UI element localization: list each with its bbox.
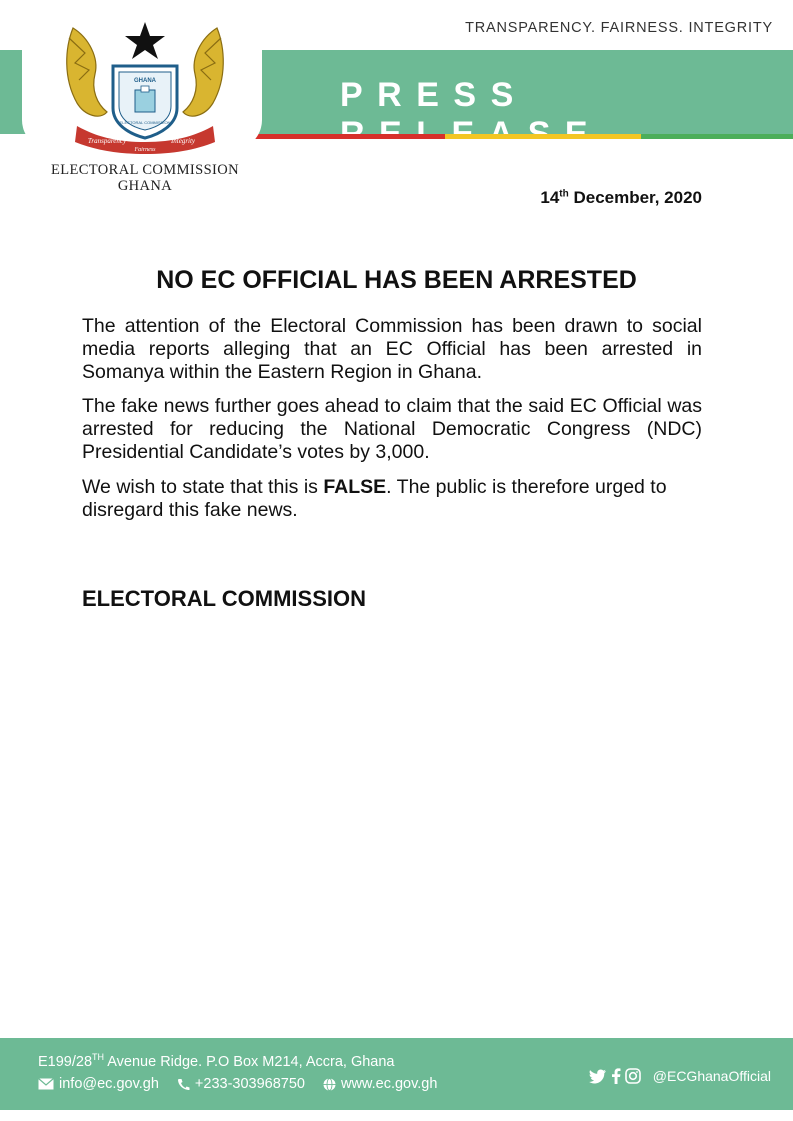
black-star-icon <box>125 22 165 59</box>
svg-text:GHANA: GHANA <box>134 78 156 84</box>
envelope-icon <box>38 1078 54 1090</box>
stripe-green <box>641 134 793 139</box>
address-street: Avenue Ridge. P.O Box M214, Accra, Ghana <box>104 1054 395 1070</box>
footer-social <box>589 1068 771 1084</box>
website-link[interactable]: www.ec.gov.gh <box>340 1076 438 1092</box>
tagline: TRANSPARENCY. FAIRNESS. INTEGRITY <box>465 20 773 36</box>
instagram-icon[interactable] <box>625 1068 641 1084</box>
org-name-line2: GHANA <box>117 178 173 194</box>
address-number: E199/28 <box>38 1054 93 1070</box>
paragraph-3 <box>82 476 702 522</box>
footer-website[interactable] <box>323 1076 437 1092</box>
footer-email[interactable] <box>38 1076 159 1092</box>
false-emphasis: FALSE <box>323 475 387 498</box>
date-day: 14 <box>540 188 560 207</box>
svg-text:Transparency: Transparency <box>87 137 127 145</box>
stripe-yellow <box>445 134 641 139</box>
footer-address <box>38 1054 394 1070</box>
svg-text:Integrity: Integrity <box>170 137 196 145</box>
date-month-year: December, 2020 <box>568 188 702 207</box>
social-handle[interactable]: @ECGhanaOfficial <box>652 1068 771 1084</box>
footer-phone[interactable] <box>177 1076 305 1092</box>
paragraph-3-rest: . The public is therefore urged to disregard this fake news. <box>82 475 667 521</box>
release-date <box>540 188 702 208</box>
footer-contacts <box>38 1076 437 1092</box>
paragraph-2: The fake news further goes ahead to claim that the said EC Official was arrested for reducing the National Democratic Congress (NDC) Presidential Candidate’s votes by 3,000. <box>82 395 702 463</box>
footer <box>0 1038 793 1110</box>
headline: NO EC OFFICIAL HAS BEEN ARRESTED <box>156 266 637 294</box>
twitter-icon[interactable] <box>589 1069 607 1084</box>
coat-of-arms-logo <box>55 8 235 158</box>
stripe-red <box>255 134 445 139</box>
phone-icon <box>177 1078 190 1091</box>
body-copy <box>82 315 702 533</box>
address-suffix: TH <box>92 1052 105 1063</box>
signature: ELECTORAL COMMISSION <box>82 586 366 611</box>
facebook-icon[interactable] <box>611 1068 621 1084</box>
phone-number[interactable]: +233-303968750 <box>194 1076 305 1092</box>
paragraph-1: The attention of the Electoral Commission has been drawn to social media reports alleging that an EC Official has been arrested in Somanya within the Eastern Region in Ghana. <box>82 315 702 383</box>
svg-text:ELECTORAL COMMISSION: ELECTORAL COMMISSION <box>119 120 171 125</box>
paragraph-3-intro: We wish to state that this is <box>82 475 324 498</box>
svg-text:Fairness: Fairness <box>134 147 156 153</box>
press-release-title: PRESS <box>340 76 528 114</box>
globe-icon <box>323 1078 336 1091</box>
org-name-line1: ELECTORAL COMMISSION <box>50 162 240 178</box>
email-link[interactable]: info@ec.gov.gh <box>59 1076 159 1092</box>
flag-stripes <box>255 134 793 139</box>
date-suffix: th <box>559 188 569 200</box>
